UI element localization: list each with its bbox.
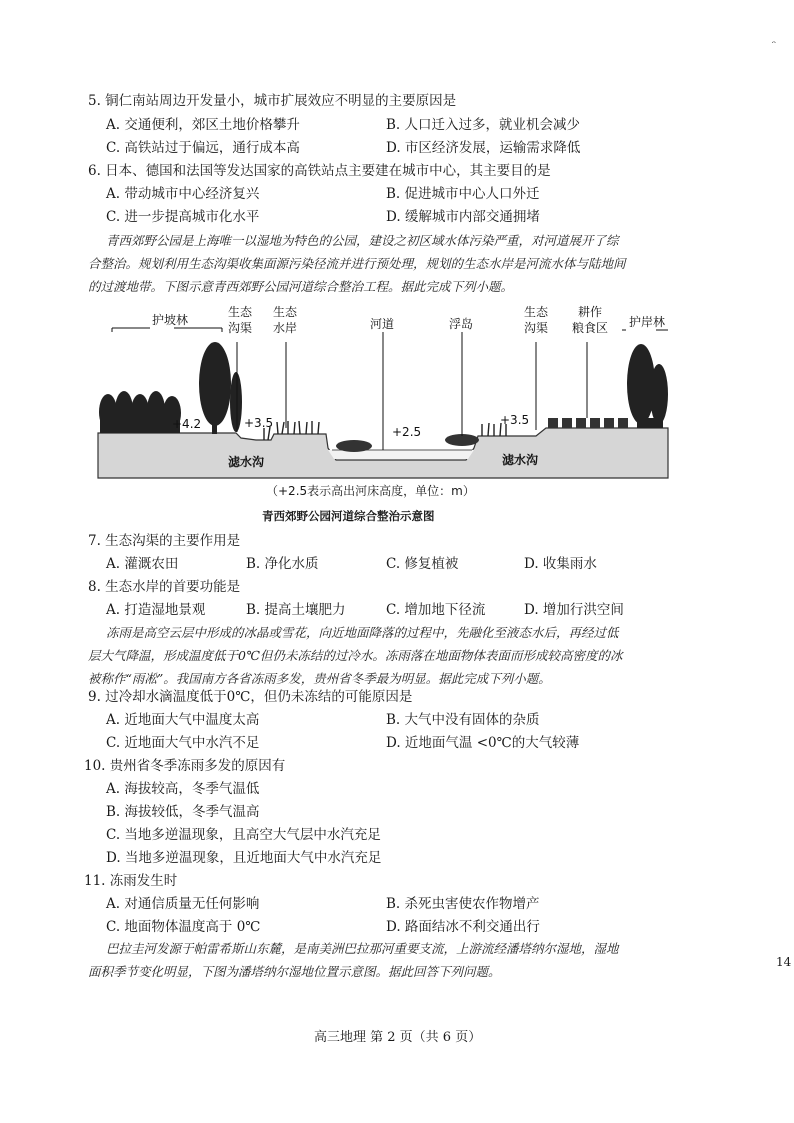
passage-1-line-2: 合整治。规划利用生态沟渠收集面源污染径流并进行预处理，规划的生态水岸是河流水体与陆地间 xyxy=(88,256,626,271)
question-5-option-c: C. 高铁站过于偏远，通行成本高 xyxy=(106,140,300,156)
question-5-option-b: B. 人口迁入过多，就业机会减少 xyxy=(386,117,581,133)
question-7-option-a: A. 灌溉农田 xyxy=(106,556,179,572)
bank-forest-trees xyxy=(627,344,668,428)
cross-section-diagram xyxy=(96,300,670,500)
passage-2-line-1: 冻雨是高空云层中形成的冰晶或雪花，向近地面降落的过程中，先融化至液态水后，再经过低 xyxy=(106,625,619,640)
figure-title: 青西郊野公园河道综合整治示意图 xyxy=(262,509,435,523)
passage-2-line-2: 层大气降温，形成温度低于0℃但仍未冻结的过冷水。冻雨落在地面物体表面而形成较高密度的冰 xyxy=(88,648,623,663)
question-6-option-c: C. 进一步提高城市化水平 xyxy=(106,209,260,225)
question-7-option-d: D. 收集雨水 xyxy=(524,556,597,572)
question-8-option-a: A. 打造湿地景观 xyxy=(106,602,206,618)
question-9-option-c: C. 近地面大气中水汽不足 xyxy=(106,735,260,751)
corner-mark: ᵔ xyxy=(772,40,776,51)
question-8-stem: 8. 生态水岸的首要功能是 xyxy=(88,579,241,595)
question-11-stem: 11. 冻雨发生时 xyxy=(84,873,178,889)
passage-paraguay-river xyxy=(88,937,708,983)
question-10-option-b: B. 海拔较低，冬季气温高 xyxy=(106,804,260,820)
question-6-option-a: A. 带动城市中心经济复兴 xyxy=(106,186,260,202)
label-bank-1: 生态 xyxy=(273,305,298,319)
question-11-option-d: D. 路面结冰不利交通出行 xyxy=(386,919,540,935)
question-9-option-d: D. 近地面气温 <0℃的大气较薄 xyxy=(386,735,580,751)
label-ditch-right-2: 沟渠 xyxy=(524,321,549,335)
side-number: 14 xyxy=(776,955,792,969)
question-9-stem: 9. 过冷却水滴温度低于0℃，但仍未冻结的可能原因是 xyxy=(88,689,413,705)
height-4-2: +4.2 xyxy=(172,417,202,431)
question-7-option-c: C. 修复植被 xyxy=(386,556,459,572)
question-10-stem: 10. 贵州省冬季冻雨多发的原因有 xyxy=(84,758,286,774)
filter-ditch-right: 滤水沟 xyxy=(502,453,539,467)
river-cross-section-figure xyxy=(96,300,670,500)
question-8-option-b: B. 提高土壤肥力 xyxy=(246,602,346,618)
passage-2-line-3: 被称作“雨凇”。我国南方各省冻雨多发，贵州省冬季最为明显。据此完成下列小题。 xyxy=(88,671,551,686)
question-5-option-d: D. 市区经济发展，运输需求降低 xyxy=(386,140,581,156)
label-bank-forest: 护岸林 xyxy=(629,315,666,329)
label-bank-2: 水岸 xyxy=(273,321,298,335)
height-2-5: +2.5 xyxy=(392,425,422,439)
passage-3-line-2: 面积季节变化明显，下图为潘塔纳尔湿地位置示意图。据此回答下列问题。 xyxy=(88,964,501,979)
slope-forest-bushes xyxy=(99,391,181,433)
label-slope-forest: 护坡林 xyxy=(152,313,189,327)
passage-1-line-1: 青西郊野公园是上海唯一以湿地为特色的公园，建设之初区域水体污染严重，对河道展开了综 xyxy=(106,233,619,248)
question-9-option-a: A. 近地面大气中温度太高 xyxy=(106,712,260,728)
question-7-option-b: B. 净化水质 xyxy=(246,556,319,572)
label-farmland-2: 粮食区 xyxy=(572,321,609,335)
question-7-stem: 7. 生态沟渠的主要作用是 xyxy=(88,533,241,549)
question-10-option-a: A. 海拔较高，冬季气温低 xyxy=(106,781,260,797)
question-8-option-d: D. 增加行洪空间 xyxy=(524,602,624,618)
filter-ditch-left: 滤水沟 xyxy=(228,455,265,469)
question-8-option-c: C. 增加地下径流 xyxy=(386,602,486,618)
question-5-stem: 5. 铜仁南站周边开发量小，城市扩展效应不明显的主要原因是 xyxy=(88,93,457,109)
passage-freezing-rain xyxy=(88,621,708,690)
passage-wetland-park xyxy=(88,229,708,298)
question-5-option-a: A. 交通便利，郊区土地价格攀升 xyxy=(106,117,300,133)
question-11-option-a: A. 对通信质量无任何影响 xyxy=(106,896,260,912)
question-10-option-c: C. 当地多逆温现象，且高空大气层中水汽充足 xyxy=(106,827,381,843)
question-6-option-b: B. 促进城市中心人口外迁 xyxy=(386,186,540,202)
question-6-stem: 6. 日本、德国和法国等发达国家的高铁站点主要建在城市中心，其主要目的是 xyxy=(88,163,551,179)
passage-1-line-3: 的过渡地带。下图示意青西郊野公园河道综合整治工程。据此完成下列小题。 xyxy=(88,279,514,294)
question-6-option-d: D. 缓解城市内部交通拥堵 xyxy=(386,209,540,225)
tree-left-ditch xyxy=(230,372,242,432)
figure-caption: （+2.5表示高出河床高度，单位：m） xyxy=(266,484,475,498)
label-farmland-1: 耕作 xyxy=(578,305,603,319)
page-footer: 高三地理 第 2 页（共 6 页） xyxy=(314,1030,482,1045)
height-3-5-left: +3.5 xyxy=(244,416,274,430)
tall-tree-left xyxy=(199,342,231,434)
floating-island-left xyxy=(336,440,372,452)
label-ditch-left-1: 生态 xyxy=(228,305,253,319)
label-river: 河道 xyxy=(370,317,395,331)
question-11-option-c: C. 地面物体温度高于 0℃ xyxy=(106,919,261,935)
crop-field xyxy=(548,418,628,428)
question-10-option-d: D. 当地多逆温现象，且近地面大气中水汽充足 xyxy=(106,850,382,866)
passage-3-line-1: 巴拉圭河发源于帕雷希斯山东麓，是南美洲巴拉那河重要支流，上游流经潘塔纳尔湿地，湿地 xyxy=(106,941,619,956)
question-9-option-b: B. 大气中没有固体的杂质 xyxy=(386,712,540,728)
label-ditch-right-1: 生态 xyxy=(524,305,549,319)
height-3-5-right: +3.5 xyxy=(500,413,530,427)
question-11-option-b: B. 杀死虫害使农作物增产 xyxy=(386,896,540,912)
label-ditch-left-2: 沟渠 xyxy=(228,321,253,335)
label-floating-island: 浮岛 xyxy=(449,317,474,331)
